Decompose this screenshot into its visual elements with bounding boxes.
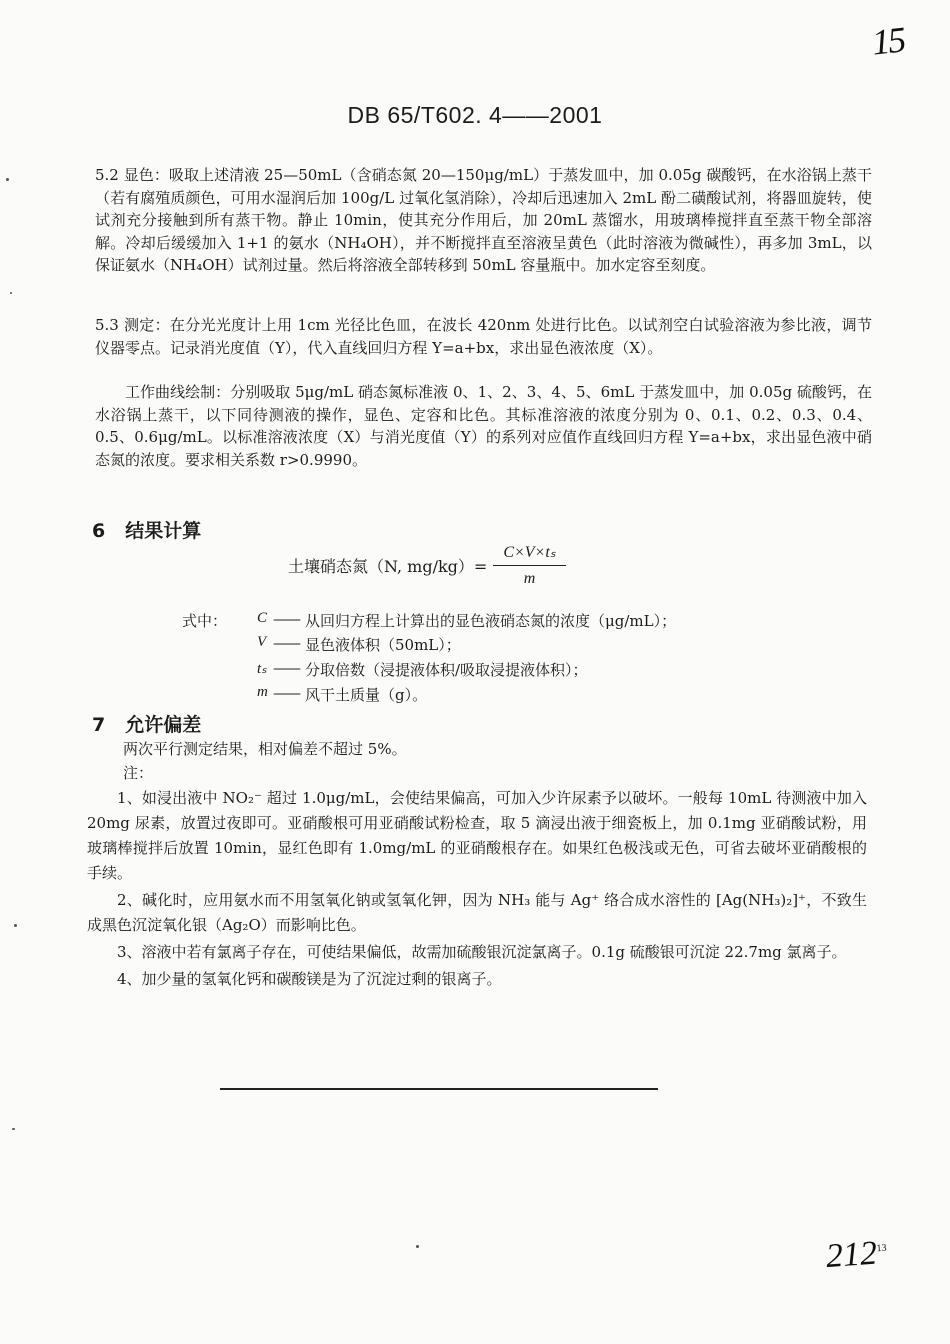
notes-label: 注：	[123, 764, 154, 782]
note-item: 1、如浸出液中 NO₂⁻ 超过 1.0μg/mL，会使结果偏高，可加入少许尿素予以破坏。一般每 10mL 待测液中加入 20mg 尿素，放置过夜即可。亚硝酸根可用亚硝酸试粉检查，取 5 滴浸出液于细瓷板上，加 0.1mg 亚硝酸试粉，用玻璃棒搅拌后放置 10min，显红色即有 1.0mg/mL 的亚硝酸根存在。如果红色极浅或无色，可省去破坏亚硝酸根的手续。	[87, 789, 867, 882]
section-5-2-paragraph: 5.2 显色：吸取上述清液 25—50mL（含硝态氮 20—150μg/mL）于蒸发皿中，加 0.05g 碳酸钙，在水浴锅上蒸干（若有腐殖质颜色，可用水湿润后加 100g/L 过氧化氢消除），冷却后迅速加入 2mL 酚二磺酸试剂，将器皿旋转，使试剂充分接触到所有蒸干物。静止 10min，使其充分作用后，加 20mL 蒸馏水，用玻璃棒搅拌直至蒸干物全部溶解。冷却后缓缓加入 1+1 的氨水（NH₄OH），并不断搅拌直至溶液呈黄色（此时溶液为微碱性），再多加 3mL，以保证氨水（NH₄OH）试剂过量。然后将溶液全部转移到 50mL 容量瓶中。加水定容至刻度。	[95, 166, 872, 274]
scan-speck	[6, 178, 9, 181]
page-number-main: 212	[824, 1234, 879, 1276]
note-item: 3、溶液中若有氯离子存在，可使结果偏低，故需加硫酸银沉淀氯离子。0.1g 硫酸银可沉淀 22.7mg 氯离子。	[117, 943, 847, 961]
standard-code-header: DB 65/T602. 4——2001	[347, 102, 603, 128]
scan-speck	[10, 292, 12, 294]
definition-row	[257, 634, 461, 655]
scan-speck	[12, 1128, 15, 1130]
section-6-title: 结果计算	[125, 520, 202, 542]
formula-numerator: C×V×tₛ	[493, 542, 565, 566]
notes-list	[87, 786, 867, 994]
formula-fraction	[493, 542, 565, 588]
where-label: 式中：	[182, 612, 228, 630]
definition-row	[257, 610, 676, 631]
section-6-heading	[92, 516, 201, 543]
definition-text: 风干土质量（g）。	[305, 686, 428, 704]
section-5-3-paragraph: 5.3 测定：在分光光度计上用 1cm 光径比色皿，在波长 420nm 处进行比色。以试剂空白试验溶液为参比液，调节仪器零点。记录消光度值（Y），代入直线回归方程 Y=a+bx，求出显色液浓度（X）。	[95, 316, 872, 357]
definition-text: 显色液体积（50mL）；	[305, 636, 461, 654]
formula-denominator: m	[523, 570, 536, 587]
formula-lhs: 土壤硝态氮（N, mg/kg）=	[288, 556, 488, 576]
result-formula	[288, 542, 566, 588]
definition-symbol: tₛ	[257, 661, 267, 677]
definition-row	[257, 659, 588, 680]
section-7-number: 7	[92, 714, 106, 736]
definition-symbol: V	[257, 634, 267, 650]
calibration-curve-paragraph: 工作曲线绘制：分别吸取 5μg/mL 硝态氮标准液 0、1、2、3、4、5、6mL 于蒸发皿中，加 0.05g 硫酸钙，在水浴锅上蒸干，以下同待测液的操作，显色、定容和比色。其标准溶液的浓度分别为 0、0.1、0.2、0.3、0.4、0.5、0.6μg/mL。以标准溶液浓度（X）与消光度值（Y）的系列对应值作直线回归方程 Y=a+bx，求出显色液中硝态氮的浓度。要求相关系数 r>0.9990。	[95, 383, 872, 469]
note-item: 2、碱化时，应用氨水而不用氢氧化钠或氢氧化钾，因为 NH₃ 能与 Ag⁺ 络合成水溶性的 [Ag(NH₃)₂]⁺，不致生成黑色沉淀氧化银（Ag₂O）而影响比色。	[87, 891, 867, 934]
definition-text: 从回归方程上计算出的显色液硝态氮的浓度（μg/mL）；	[305, 612, 677, 630]
definition-symbol: m	[257, 684, 268, 700]
scan-speck	[14, 924, 17, 927]
definition-dash: ——	[273, 634, 299, 652]
scan-speck	[416, 1245, 419, 1248]
note-item: 4、加少量的氢氧化钙和碳酸镁是为了沉淀过剩的银离子。	[117, 970, 502, 988]
end-rule	[220, 1088, 658, 1090]
definition-row	[257, 684, 427, 705]
section-7-heading	[92, 710, 201, 737]
handwritten-page-mark: 15	[869, 19, 907, 63]
definition-dash: ——	[273, 610, 299, 628]
tolerance-text: 两次平行测定结果，相对偏差不超过 5%。	[123, 740, 407, 758]
definition-dash: ——	[273, 684, 299, 702]
definition-text: 分取倍数（浸提液体积/吸取浸提液体积）；	[305, 661, 588, 679]
definition-dash: ——	[273, 659, 299, 677]
definition-symbol: C	[257, 610, 268, 626]
page-number-small: 13	[876, 1242, 887, 1255]
handwritten-page-number	[825, 1234, 889, 1276]
section-6-number: 6	[92, 520, 106, 542]
section-7-title: 允许偏差	[125, 714, 202, 736]
